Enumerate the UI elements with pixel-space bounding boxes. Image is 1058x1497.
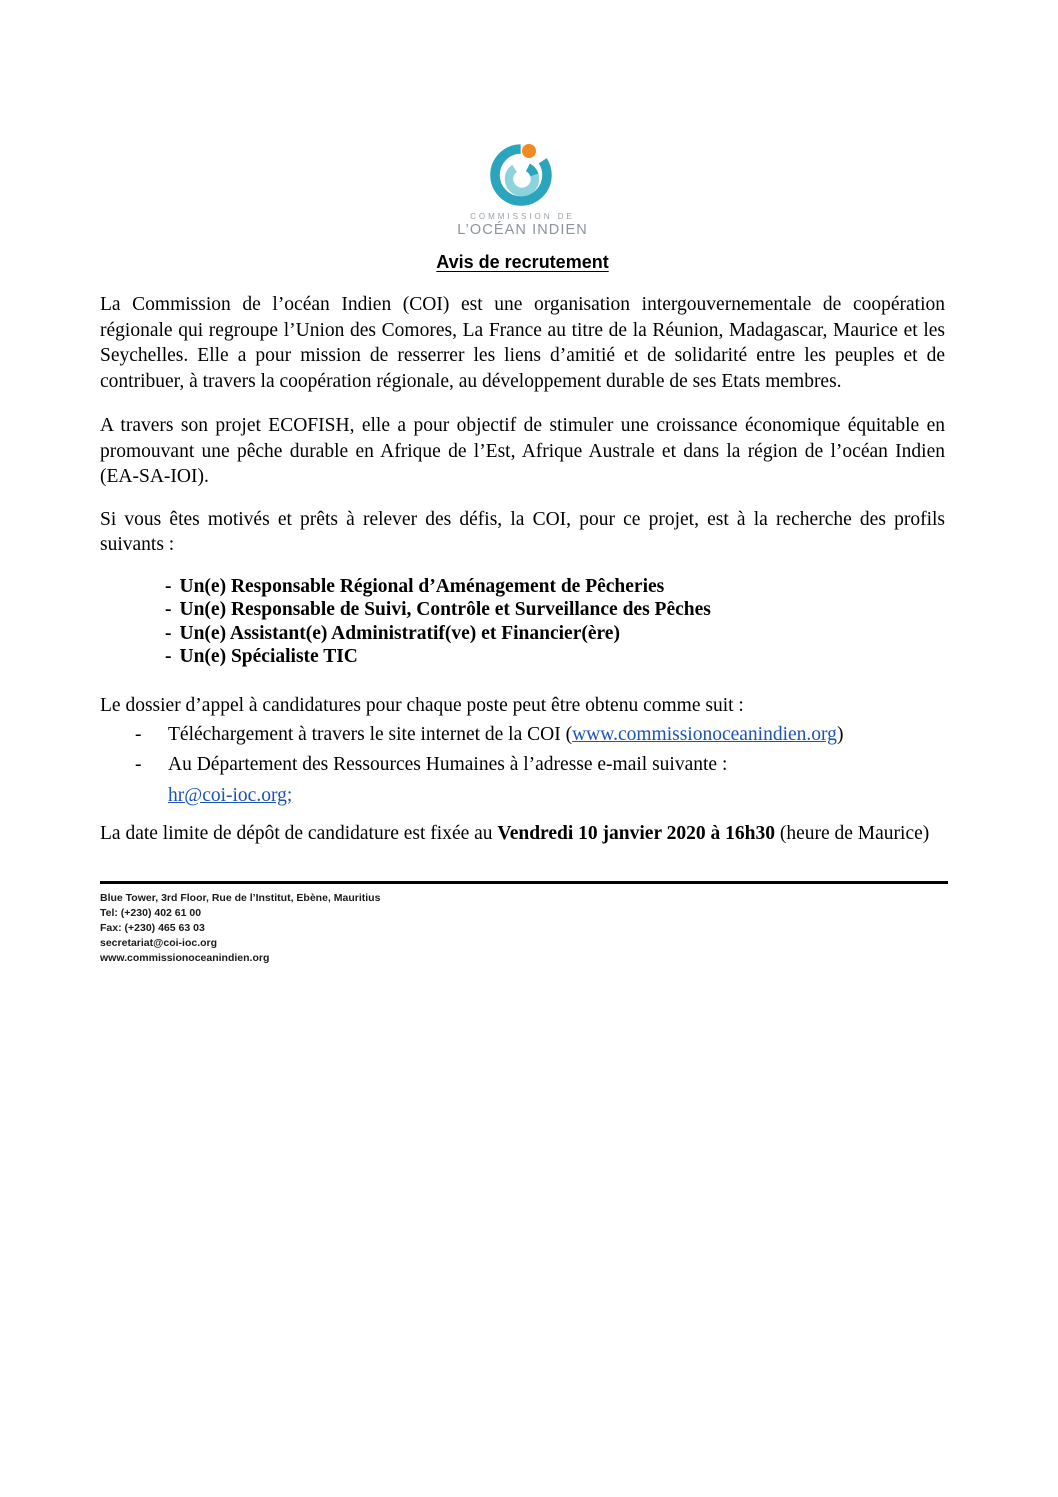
position-item [100, 598, 945, 622]
footer-block [100, 891, 945, 967]
dash-bullet: - [165, 575, 172, 597]
dossier-item-download [100, 722, 945, 748]
dossier-item-text [168, 722, 843, 748]
position-label: Un(e) Responsable Régional d’Aménagement de Pêcheries [179, 575, 665, 597]
logo-caption-line1: COMMISSION DE [470, 212, 575, 221]
paragraph-dossier-intro: Le dossier d’appel à candidatures pour chaque poste peut être obtenu comme suit : [100, 694, 744, 716]
paragraph-deadline [100, 821, 945, 847]
position-label: Un(e) Spécialiste TIC [179, 646, 358, 667]
logo-orange-dot [522, 144, 536, 158]
paragraph-profils: Si vous êtes motivés et prêts à relever des défis, la COI, pour ce projet, est à la recherche des profils suivants : [100, 508, 945, 555]
footer-fax: Fax: (+230) 465 63 03 [100, 921, 205, 934]
dossier-item-text: Au Département des Ressources Humaines à l’adresse e-mail suivante : [168, 753, 728, 775]
dash-bullet: - [165, 646, 172, 667]
dash-bullet: - [165, 622, 172, 644]
footer-tel: Tel: (+230) 402 61 00 [100, 906, 202, 919]
dossier-item-hr [100, 752, 945, 778]
footer-website: www.commissionoceanindien.org [100, 952, 270, 965]
position-label: Un(e) Assistant(e) Administratif(ve) et Financier(ère) [179, 622, 620, 644]
paragraph-ecofish: A travers son projet ECOFISH, elle a pour objectif de stimuler une croissance économique équitable en promouvant une pêche durable en Afrique de l’Est, Afrique Australe et dans la région de l’océan Indien (EA-SA-IOI). [100, 415, 945, 487]
coi-website-link[interactable]: www.commissionoceanindien.org [572, 724, 837, 745]
dash-bullet: - [135, 724, 142, 745]
page-title: Avis de recrutement [436, 252, 609, 272]
coi-logo-icon [488, 141, 558, 207]
footer-address: Blue Tower, 3rd Floor, Rue de l’Institut, Ebène, Mauritius [100, 891, 381, 904]
logo-caption-line2: L’OCÉAN INDIEN [457, 222, 588, 238]
position-item [100, 645, 945, 669]
hr-email-link[interactable]: hr@coi-ioc.org; [168, 785, 293, 806]
positions-list [100, 575, 945, 669]
document-page [100, 0, 945, 967]
dash-bullet: - [135, 753, 142, 775]
dossier-item-prefix: Téléchargement à travers le site internet de la COI ( [168, 724, 573, 745]
footer-email: secretariat@coi-ioc.org [100, 937, 218, 950]
deadline-date: Vendredi 10 janvier 2020 à 16h30 [497, 822, 775, 844]
position-item [100, 622, 945, 646]
dossier-item-suffix: ) [836, 724, 844, 745]
deadline-prefix: La date limite de dépôt de candidature est fixée au [100, 822, 498, 844]
deadline-suffix: (heure de Maurice) [774, 822, 930, 844]
paragraph-intro-coi: La Commission de l’océan Indien (COI) est une organisation intergouvernementale de coopération régionale qui regroupe l’Union des Comores, La France au titre de la Réunion, Madagascar, Maurice et les Seychelles. Elle a pour mission de resserrer les liens d’amitié et de solidarité entre les peuples et de contribuer, à travers la coopération régionale, au développement durable de ses Etats membres. [100, 294, 945, 392]
footer-divider [100, 881, 948, 884]
position-label: Un(e) Responsable de Suivi, Contrôle et Surveillance des Pêches [179, 599, 711, 620]
coi-logo [100, 0, 945, 238]
dash-bullet: - [165, 599, 172, 620]
hr-email-line [168, 783, 945, 809]
position-item [100, 575, 945, 599]
